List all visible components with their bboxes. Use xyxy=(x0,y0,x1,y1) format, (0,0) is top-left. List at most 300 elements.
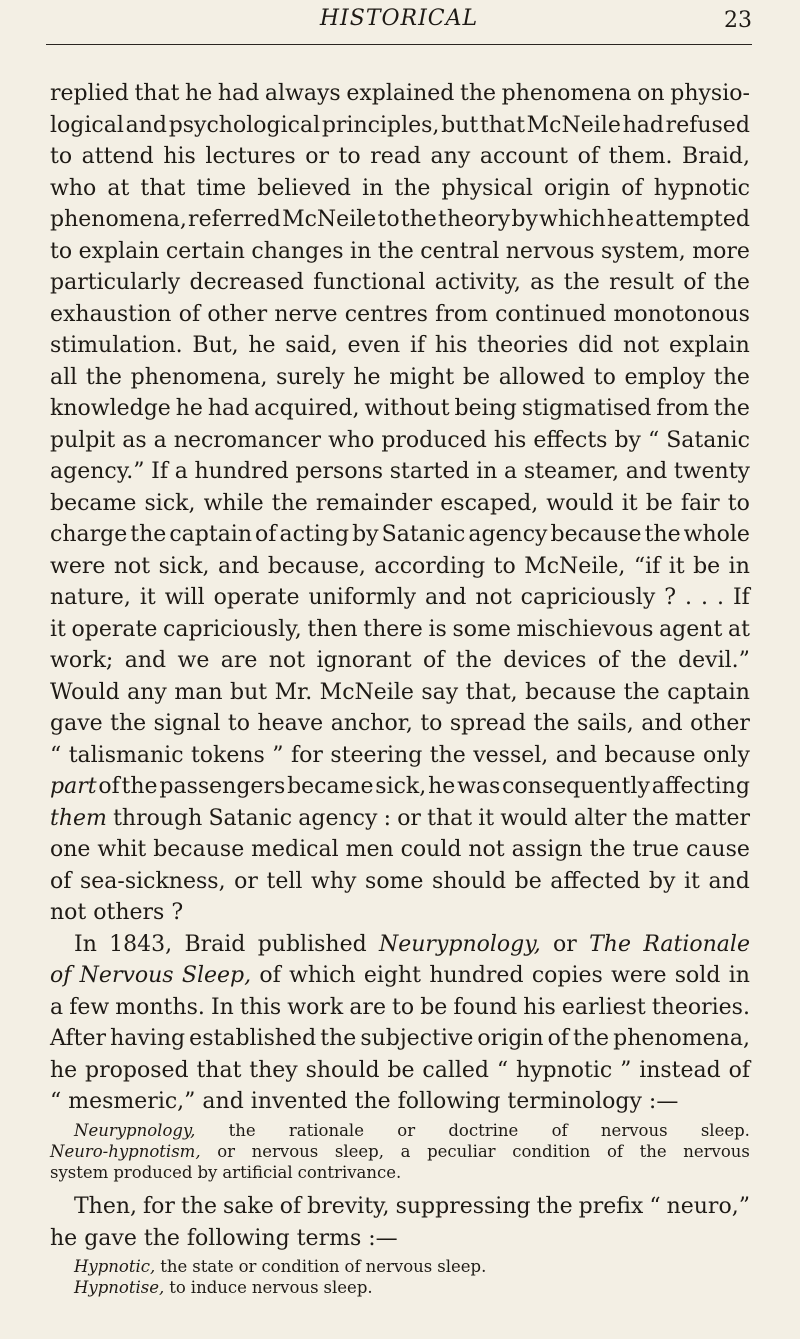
word: the xyxy=(394,175,431,201)
word: decreased xyxy=(189,270,304,295)
word: ” xyxy=(272,742,284,768)
text-line xyxy=(50,425,750,457)
word: because xyxy=(525,679,617,705)
word: for xyxy=(290,742,323,768)
word: remainder xyxy=(315,490,433,516)
word: ? xyxy=(171,900,184,925)
word: terminology xyxy=(507,1089,642,1114)
text-line xyxy=(50,204,750,236)
word: sleep. xyxy=(700,1120,750,1140)
word: replied xyxy=(50,81,129,106)
word: then xyxy=(307,616,358,642)
word: . xyxy=(685,585,693,610)
word: capriciously, xyxy=(163,616,302,642)
word: phenomena, xyxy=(613,1026,750,1051)
word: he xyxy=(50,1225,78,1251)
word: After xyxy=(50,1026,107,1051)
word: alter xyxy=(573,805,627,831)
word: the xyxy=(573,1026,610,1051)
word: steamer, xyxy=(523,459,620,484)
paragraph-brevity xyxy=(50,1191,750,1254)
word: neuro,” xyxy=(666,1194,750,1220)
word: account xyxy=(479,144,569,169)
word: of xyxy=(683,270,705,295)
word: explain xyxy=(668,333,750,358)
word: of xyxy=(547,1026,569,1051)
page-number: 23 xyxy=(724,8,752,33)
word: steering xyxy=(330,742,423,768)
word: following xyxy=(397,1089,501,1114)
word: and xyxy=(218,553,260,579)
word: which xyxy=(539,207,606,232)
word: not xyxy=(113,553,151,579)
word: them. xyxy=(608,144,673,169)
word: through xyxy=(113,805,203,831)
word: the xyxy=(533,711,570,736)
word: whit xyxy=(97,837,147,862)
word: having xyxy=(110,1026,186,1051)
word: should xyxy=(305,1057,380,1083)
word: central xyxy=(420,238,500,264)
word: or xyxy=(553,931,577,957)
word: some xyxy=(365,868,424,894)
word: the xyxy=(160,1257,188,1277)
text-line xyxy=(50,740,750,772)
word: which xyxy=(289,963,356,988)
word: are xyxy=(349,994,386,1020)
word: because xyxy=(550,522,642,547)
word: pulpit xyxy=(50,427,116,453)
word: the xyxy=(85,364,122,390)
word: terms xyxy=(296,1225,362,1251)
word: Would xyxy=(50,679,120,705)
word: be xyxy=(514,868,542,894)
word: . xyxy=(701,585,709,610)
word: the xyxy=(632,805,669,831)
word: is xyxy=(428,616,447,642)
word: Neuro-hypnotism, xyxy=(50,1141,201,1161)
word: stigmatised xyxy=(521,396,652,421)
word: McNeile xyxy=(282,207,377,232)
word: who xyxy=(328,427,375,453)
word: might xyxy=(389,364,455,390)
word: did xyxy=(578,333,614,358)
word: nervous xyxy=(251,1278,319,1298)
word: theory xyxy=(437,207,511,232)
word: result xyxy=(609,270,674,295)
word: agency xyxy=(298,805,378,831)
text-line xyxy=(50,929,750,961)
word: became xyxy=(50,490,137,516)
word: of xyxy=(577,144,599,169)
word: explained xyxy=(346,81,455,106)
word: the xyxy=(354,1089,391,1114)
word: all xyxy=(50,364,78,390)
word: if xyxy=(409,333,426,358)
word: the xyxy=(589,837,626,862)
word: that xyxy=(140,175,186,201)
word: be xyxy=(387,1057,415,1083)
word: “ xyxy=(50,1089,62,1114)
word: certain xyxy=(165,238,245,264)
word: the xyxy=(713,396,750,421)
word: and xyxy=(625,459,668,484)
word: In xyxy=(210,994,234,1020)
word: sold xyxy=(674,963,721,988)
word: prefix xyxy=(578,1194,644,1220)
word: nervous xyxy=(251,1141,319,1161)
text-line xyxy=(50,771,750,803)
text-line xyxy=(50,614,750,646)
word: of xyxy=(98,774,120,799)
word: acquired, xyxy=(254,396,360,421)
word: said, xyxy=(285,333,338,358)
word: be xyxy=(645,490,673,516)
word: them xyxy=(50,805,107,831)
word: of xyxy=(279,1194,302,1220)
word: monotonous xyxy=(613,301,750,327)
word: of xyxy=(178,301,201,327)
word: matter xyxy=(674,805,750,831)
word: there xyxy=(363,616,423,642)
word: particularly xyxy=(50,270,181,295)
word: referred xyxy=(188,207,281,232)
word: or xyxy=(397,1120,416,1140)
word: that xyxy=(134,81,180,106)
word: man xyxy=(174,679,223,705)
word: allowed xyxy=(498,364,586,390)
text-line xyxy=(50,330,750,362)
word: ” xyxy=(620,1057,632,1083)
text-line xyxy=(50,897,750,929)
word: acting xyxy=(279,522,350,547)
word: the xyxy=(455,648,492,673)
word: 1843, xyxy=(109,931,173,957)
word: sails, xyxy=(577,711,634,736)
word: principles, xyxy=(321,112,440,138)
word: and xyxy=(555,742,598,768)
word: condition xyxy=(261,1257,340,1277)
running-head: HISTORICAL xyxy=(319,6,479,31)
word: “if xyxy=(633,553,661,579)
word: found xyxy=(453,994,518,1020)
word: :— xyxy=(368,1225,398,1251)
word: the xyxy=(429,742,466,768)
text-line xyxy=(50,677,750,709)
word: fair xyxy=(680,490,720,516)
word: because, xyxy=(267,553,366,579)
word: nerve xyxy=(274,301,338,327)
word: at xyxy=(107,175,130,201)
word: why xyxy=(311,868,357,894)
word: to xyxy=(377,207,400,232)
word: we xyxy=(177,648,210,673)
word: phenomena xyxy=(501,81,632,106)
word: the xyxy=(563,270,600,295)
word: not xyxy=(622,333,660,358)
word: Satanic xyxy=(208,805,293,831)
word: captain xyxy=(169,522,253,547)
text-line xyxy=(50,834,750,866)
word: of xyxy=(344,1257,361,1277)
word: his xyxy=(493,427,527,453)
word: affected xyxy=(550,868,641,894)
word: knowledge xyxy=(50,396,171,421)
text-line xyxy=(50,1055,750,1087)
text-line xyxy=(50,1141,750,1162)
word: a xyxy=(174,459,188,484)
word: Braid xyxy=(184,931,246,957)
word: medical xyxy=(251,837,339,862)
word: in xyxy=(350,238,372,264)
word: by xyxy=(648,868,676,894)
word: nervous xyxy=(365,1257,433,1277)
word: by xyxy=(511,207,538,232)
word: it xyxy=(621,490,638,516)
word: :— xyxy=(648,1089,679,1114)
word: “ xyxy=(647,427,660,453)
word: he xyxy=(50,1057,78,1083)
word: and xyxy=(425,585,467,610)
word: will xyxy=(164,585,205,610)
word: because xyxy=(604,742,696,768)
word: of xyxy=(50,868,72,894)
word: other xyxy=(207,301,268,327)
word: of xyxy=(597,648,620,673)
word: of xyxy=(423,648,445,673)
word: induce xyxy=(190,1278,247,1298)
word: agency xyxy=(468,522,548,547)
word: or xyxy=(305,144,329,169)
word: effects xyxy=(533,427,608,453)
word: capriciously xyxy=(520,585,656,610)
word: refused xyxy=(665,112,750,138)
word: centres xyxy=(344,301,428,327)
word: or xyxy=(397,805,421,831)
word: he xyxy=(175,396,203,421)
word: artificial xyxy=(222,1162,293,1182)
word: stimulation. xyxy=(50,333,183,358)
text-line xyxy=(50,110,750,142)
word: sleep, xyxy=(334,1141,384,1161)
word: peculiar xyxy=(427,1141,496,1161)
word: his xyxy=(434,333,468,358)
word: others xyxy=(93,900,165,925)
text-line xyxy=(50,551,750,583)
word: sick, xyxy=(158,553,210,579)
paragraph-neurypnology xyxy=(50,929,750,1118)
word: few xyxy=(69,994,110,1020)
word: If xyxy=(732,585,750,610)
word: nervous xyxy=(600,1120,668,1140)
word: some xyxy=(452,616,511,642)
word: the xyxy=(630,648,667,673)
word: sleep. xyxy=(437,1257,487,1277)
word: logical xyxy=(50,112,124,138)
word: he xyxy=(185,81,213,106)
word: doctrine xyxy=(448,1120,519,1140)
word: continued xyxy=(495,301,607,327)
text-line xyxy=(50,992,750,1024)
word: consequently xyxy=(502,774,650,799)
word: condition xyxy=(512,1141,591,1161)
word: captain xyxy=(667,679,750,705)
word: to xyxy=(593,364,616,390)
word: he xyxy=(248,333,276,358)
word: lectures xyxy=(205,144,296,169)
word: sick, xyxy=(144,490,196,516)
word: had xyxy=(622,112,664,138)
word: signal xyxy=(153,711,221,736)
word: the xyxy=(110,711,147,736)
word: persons xyxy=(295,459,384,484)
word: sleep. xyxy=(323,1278,373,1298)
word: The xyxy=(589,931,631,957)
word: part xyxy=(50,774,97,799)
word: for xyxy=(143,1194,175,1220)
word: would xyxy=(500,805,568,831)
text-line xyxy=(50,267,750,299)
word: the xyxy=(143,1225,180,1251)
word: operate xyxy=(213,585,300,610)
word: origin xyxy=(544,175,611,201)
text-line xyxy=(50,519,750,551)
word: as xyxy=(122,427,147,453)
word: because xyxy=(153,837,245,862)
text-line xyxy=(50,236,750,268)
word: he xyxy=(353,364,381,390)
word: “ xyxy=(50,742,62,768)
word: proposed xyxy=(85,1057,189,1083)
word: Braid, xyxy=(682,144,750,169)
text-line xyxy=(50,78,750,110)
word: the xyxy=(644,522,681,547)
word: on xyxy=(637,81,665,106)
terminology-list-neuro xyxy=(50,1120,750,1184)
word: hundred xyxy=(194,459,289,484)
word: cause xyxy=(685,837,750,862)
word: Rationale xyxy=(643,931,750,957)
text-line xyxy=(50,1256,750,1277)
word: heave xyxy=(257,711,324,736)
word: operate xyxy=(71,616,158,642)
word: rationale xyxy=(288,1120,364,1140)
word: employ xyxy=(624,364,706,390)
word: only xyxy=(703,742,750,768)
word: or xyxy=(234,868,258,894)
word: be xyxy=(420,994,448,1020)
word: true xyxy=(632,837,680,862)
word: invented xyxy=(250,1089,348,1114)
word: : xyxy=(383,805,392,831)
word: in xyxy=(728,553,750,579)
word: the xyxy=(713,270,750,295)
word: escaped, xyxy=(440,490,539,516)
word: a xyxy=(504,459,518,484)
word: Satanic xyxy=(666,427,750,453)
word: talismanic xyxy=(68,742,184,768)
word: should xyxy=(432,868,507,894)
word: other xyxy=(690,711,750,736)
word: contrivance. xyxy=(297,1162,402,1182)
word: phenomena, xyxy=(130,364,268,390)
word: the xyxy=(536,1194,573,1220)
text-line xyxy=(50,645,750,677)
word: theories xyxy=(477,333,569,358)
word: it xyxy=(50,616,66,642)
word: Mr. xyxy=(274,679,313,705)
word: in xyxy=(728,963,750,988)
word: explain xyxy=(78,238,160,264)
word: to xyxy=(420,711,443,736)
word: had xyxy=(217,81,260,106)
word: be xyxy=(693,553,721,579)
text-line xyxy=(50,1086,750,1118)
word: not xyxy=(468,837,505,862)
word: one xyxy=(50,837,91,862)
word: by xyxy=(614,427,641,453)
word: gave xyxy=(50,711,103,736)
word: he xyxy=(606,207,635,232)
word: surely xyxy=(276,364,345,390)
word: the xyxy=(639,1141,667,1161)
word: the xyxy=(713,364,750,390)
word: Hypnotic, xyxy=(74,1257,156,1277)
word: by xyxy=(197,1162,218,1182)
word: gave xyxy=(84,1225,137,1251)
word: devil.” xyxy=(678,648,750,673)
word: to xyxy=(338,144,361,169)
word: phenomena, xyxy=(50,207,187,232)
word: McNeile xyxy=(319,679,414,705)
word: without xyxy=(364,396,450,421)
word: sea-sickness, xyxy=(79,868,226,894)
word: assign xyxy=(511,837,583,862)
word: system xyxy=(50,1162,109,1182)
word: tell xyxy=(266,868,303,894)
word: affecting xyxy=(651,774,750,799)
word: be xyxy=(462,364,490,390)
word: Satanic xyxy=(381,522,466,547)
word: not xyxy=(475,585,512,610)
word: that xyxy=(427,805,473,831)
word: changes xyxy=(251,238,344,264)
word: attend xyxy=(81,144,154,169)
text-line xyxy=(50,393,750,425)
word: that xyxy=(196,1057,242,1083)
word: he xyxy=(428,774,456,799)
word: physical xyxy=(441,175,533,201)
word: to xyxy=(493,553,516,579)
word: to xyxy=(50,144,73,169)
text-line xyxy=(50,960,750,992)
word: the xyxy=(130,522,167,547)
word: anchor, xyxy=(330,711,413,736)
word: called xyxy=(422,1057,490,1083)
word: mesmeric,” xyxy=(68,1089,196,1114)
text-line xyxy=(50,1191,750,1223)
word: believed xyxy=(257,175,351,201)
word: ignorant xyxy=(316,648,412,673)
word: the xyxy=(228,1120,256,1140)
word: of xyxy=(255,522,277,547)
text-line xyxy=(50,173,750,205)
word: McNeile, xyxy=(524,553,626,579)
word: started xyxy=(389,459,470,484)
text-line xyxy=(50,866,750,898)
text-line xyxy=(50,141,750,173)
word: subjective xyxy=(360,1026,474,1051)
